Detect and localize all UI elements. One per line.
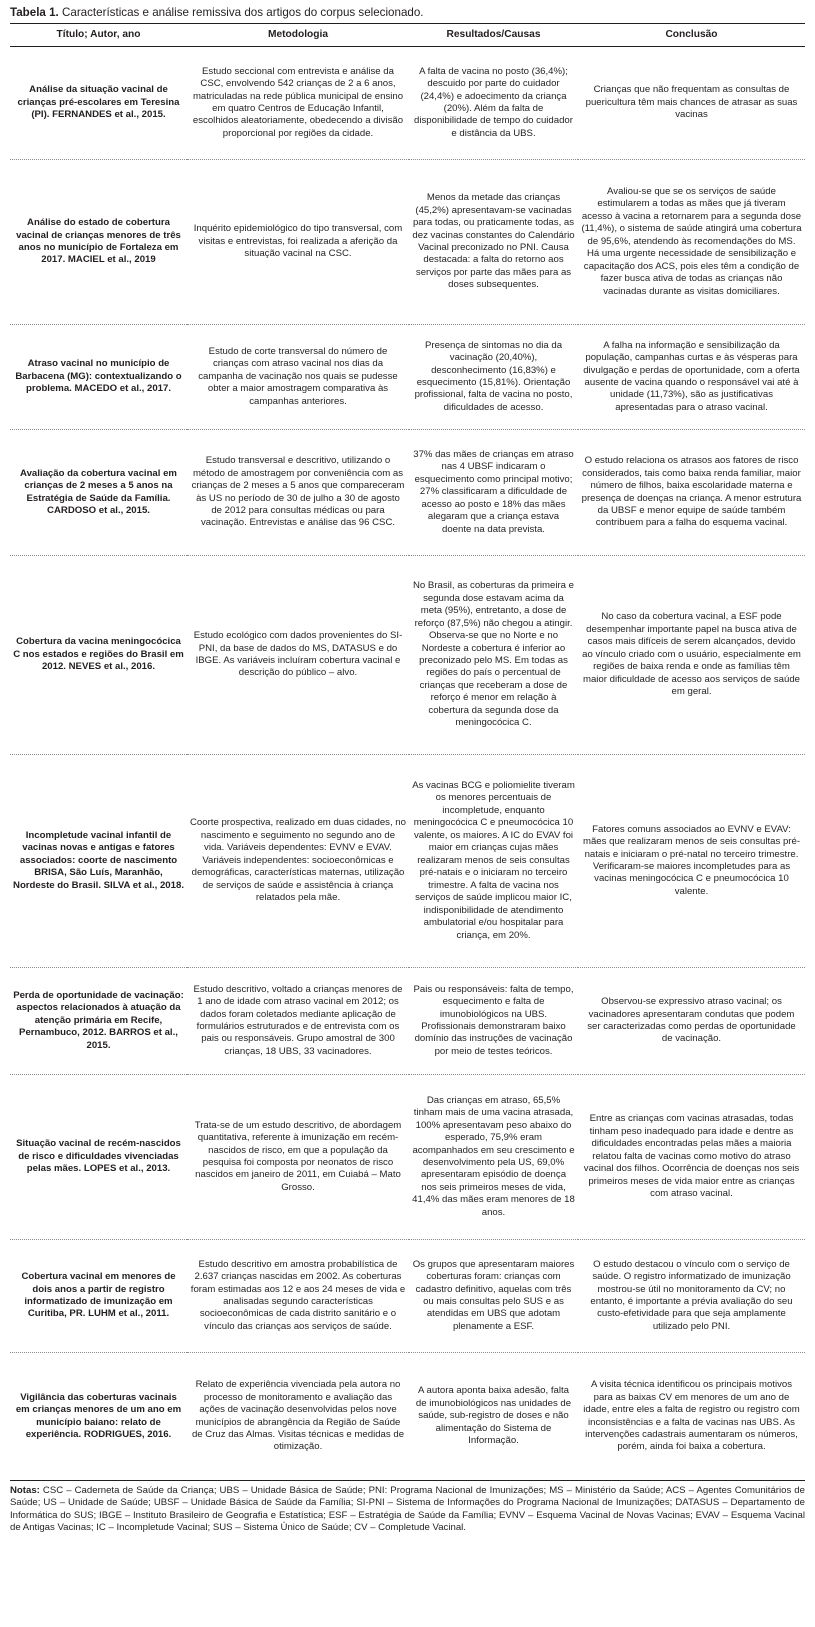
- cell-title: Atraso vacinal no município de Barbacena (MG): contextualizando o problema. MACEDO et al., 2017.: [10, 325, 187, 430]
- table-row: [10, 556, 805, 755]
- cell-conclusion: Fatores comuns associados ao EVNV e EVAV: mães que realizaram menos de seis consultas pré-natais e iniciaram o pré-natal no terceiro trimestre. Verificaram-se maiores incompletudes para as vacinas meningocócica C e pneumocócica 10 valente.: [578, 755, 805, 968]
- table-row: [10, 47, 805, 160]
- cell-title: Análise da situação vacinal de crianças pré-escolares em Teresina (PI). FERNANDES et al., 2015.: [10, 47, 187, 160]
- cell-results: Das crianças em atraso, 65,5% tinham mais de uma vacina atrasada, 100% apresentavam peso abaixo do esperado, 75,9% eram acompanhados em seu crescimento e desenvolvimento pela US, 69,0% apresentaram episódio de doença nos seis primeiros meses de vida, 41,4% das mães eram menores de 18 anos.: [409, 1075, 578, 1240]
- cell-title: Vigilância das coberturas vacinais em crianças menores de um ano em município baiano: relato de experiência. RODRIGUES, 2016.: [10, 1353, 187, 1481]
- cell-title: Cobertura da vacina meningocócica C nos estados e regiões do Brasil em 2012. NEVES et al., 2016.: [10, 556, 187, 755]
- cell-methodology: Estudo transversal e descritivo, utilizando o método de amostragem por conveniência com as crianças de 2 meses a 5 anos que compareceram às US no período de 30 de julho a 30 de agosto de 2012 para consultas médicas ou para vacinação. Entrevistas e análise das 96 CSC.: [187, 430, 409, 556]
- cell-conclusion: A visita técnica identificou os principais motivos para as baixas CV em menores de um ano de idade, entre eles a falta de registro ou registro com inconsistências e a falta de vacinas nas UBS. As intervenções cadastrais aumentaram os números, porém, ainda foi baixa a cobertura.: [578, 1353, 805, 1481]
- table-header-row: [10, 24, 805, 47]
- cell-conclusion: Avaliou-se que se os serviços de saúde estimularem a todas as mães que já tiveram acesso à vacina a retornarem para a segunda dose (11,4%), o sistema de saúde atingirá uma cobertura de 95,6%, atendendo às recomendações do MS. Há uma urgente necessidade de sensibilização e capacitação dos ACS, pois eles têm a condição de fazer busca ativa de todas as crianças não vacinadas durante as visitas domiciliares.: [578, 160, 805, 325]
- table-caption-label: Tabela 1.: [10, 6, 59, 19]
- cell-methodology: Relato de experiência vivenciada pela autora no processo de monitoramento e avaliação das ações de vacinação desenvolvidas pelos nove municípios de abrangência da Região de Saúde de Cruz das Almas. Visitas técnicas e medidas de otimização.: [187, 1353, 409, 1481]
- cell-methodology: Estudo de corte transversal do número de crianças com atraso vacinal nos dias da campanha de vacinação nos quais se pudesse obter a maior amostragem comparativa às campanhas anteriores.: [187, 325, 409, 430]
- table-row: [10, 968, 805, 1075]
- notes-label: Notas:: [10, 1485, 40, 1496]
- cell-results: Pais ou responsáveis: falta de tempo, esquecimento e falta de imunobiológicos na UBS. Profissionais demonstraram baixo domínio das instruções de vacinação por meio de testes teóricos.: [409, 968, 578, 1075]
- cell-results: 37% das mães de crianças em atraso nas 4 UBSF indicaram o esquecimento como principal motivo; 27% classificaram a dificuldade de acesso ao posto e 18% das mães alegaram que a criança estava doente na data prevista.: [409, 430, 578, 556]
- cell-title: Incompletude vacinal infantil de vacinas novas e antigas e fatores associados: coorte de nascimento BRISA, São Luís, Maranhão, Nordeste do Brasil. SILVA et al., 2018.: [10, 755, 187, 968]
- table-row: [10, 160, 805, 325]
- cell-conclusion: A falha na informação e sensibilização da população, campanhas curtas e às vésperas para divulgação e perdas de oportunidade, com a oferta ausente de vacina quando o responsável vai até à unidade (11,73%), são as justificativas apresentadas para o atraso vacinal.: [578, 325, 805, 430]
- cell-methodology: Trata-se de um estudo descritivo, de abordagem quantitativa, referente à imunização em recém-nascidos de risco, em que a população da pesquisa foi composta por neonatos de risco nascidos em janeiro de 2011, em Cuiabá – Mato Grosso.: [187, 1075, 409, 1240]
- cell-title: Perda de oportunidade de vacinação: aspectos relacionados à atuação da atenção primária em Recife, Pernambuco, 2012. BARROS et al., 2015.: [10, 968, 187, 1075]
- table-caption-text: Características e análise remissiva dos artigos do corpus selecionado.: [62, 6, 424, 19]
- cell-conclusion: Crianças que não frequentam as consultas de puericultura têm mais chances de atrasar as suas vacinas: [578, 47, 805, 160]
- cell-results: A falta de vacina no posto (36,4%); descuido por parte do cuidador (24,4%) e adoecimento da criança (20%). Além da falta de disponibilidade de tempo do cuidador e distância da UBS.: [409, 47, 578, 160]
- header-methodology: Metodologia: [187, 24, 409, 47]
- table-row: [10, 1353, 805, 1481]
- cell-title: Situação vacinal de recém-nascidos de risco e dificuldades vivenciadas pelas mães. LOPES et al., 2013.: [10, 1075, 187, 1240]
- cell-results: Os grupos que apresentaram maiores coberturas foram: crianças com cadastro definitivo, aquelas com três ou mais consultas pelo SUS e as atendidas em UBS que adotam plenamente a ESF.: [409, 1240, 578, 1353]
- cell-title: Cobertura vacinal em menores de dois anos a partir de registro informatizado de imunização em Curitiba, PR. LUHM et al., 2011.: [10, 1240, 187, 1353]
- cell-results: As vacinas BCG e poliomielite tiveram os menores percentuais de incompletude, enquanto meningocócica C e pneumocócica 10 valente, os maiores. A IC do EVAV foi maior em crianças cujas mães realizaram menos de seis consultas pré-natais e o iniciaram no terceiro trimestre. A falta de vacina nos serviços de saúde implicou maior IC, indisponibilidade de atendimento ambulatorial e/ou hospitalar para criança, em 20%.: [409, 755, 578, 968]
- cell-conclusion: No caso da cobertura vacinal, a ESF pode desempenhar importante papel na busca ativa de casos mais difíceis de serem alcançados, devido ao vínculo criado com o usuário, especialmente em regiões de baixa renda e onde as famílias têm maior dificuldade de acesso aos serviços de saúde em geral.: [578, 556, 805, 755]
- table-row: [10, 325, 805, 430]
- cell-methodology: Estudo ecológico com dados provenientes do SI-PNI, da base de dados do MS, DATASUS e do IBGE. As variáveis incluíram cobertura vacinal e descrição do público – alvo.: [187, 556, 409, 755]
- cell-results: Menos da metade das crianças (45,2%) apresentavam-se vacinadas para todas, ou praticamente todas, as dez vacinas constantes do Calendário Vacinal preconizado no PNI. Causa destacada: a falta do retorno aos serviços por parte das mães para as doses subsequentes.: [409, 160, 578, 325]
- cell-methodology: Estudo seccional com entrevista e análise da CSC, envolvendo 542 crianças de 2 a 6 anos, matriculadas na rede pública municipal de ensino em quatro Centros de Educação Infantil, escolhidos aleatoriamente, obedecendo a divisão proporcional por regiões da cidade.: [187, 47, 409, 160]
- header-conclusion: Conclusão: [578, 24, 805, 47]
- cell-conclusion: O estudo relaciona os atrasos aos fatores de risco considerados, tais como baixa renda familiar, maior número de filhos, baixa escolaridade materna e presença de doenças na criança. A menor estrutura da UBSF e menor equipe de saúde também contribuem para a falha do esquema vacinal.: [578, 430, 805, 556]
- cell-conclusion: Entre as crianças com vacinas atrasadas, todas tinham peso inadequado para idade e dentre as dificuldades encontradas pelas mães a maioria relatou falta de vacinas como motivo do atraso vacinal dos filhos. Ocorrência de doenças nos seis primeiros meses de vida maior entre as crianças com atraso vacinal.: [578, 1075, 805, 1240]
- table-row: [10, 1075, 805, 1240]
- header-results: Resultados/Causas: [409, 24, 578, 47]
- cell-conclusion: O estudo destacou o vínculo com o serviço de saúde. O registro informatizado de imunização mostrou-se útil no monitoramento da CV; no entanto, é importante a prévia avaliação do seu custo-efetividade para que seja amplamente utilizado pelo PNI.: [578, 1240, 805, 1353]
- cell-results: A autora aponta baixa adesão, falta de imunobiológicos nas unidades de saúde, sub-registro de doses e não alimentação do Sistema de Informação.: [409, 1353, 578, 1481]
- cell-methodology: Coorte prospectiva, realizado em duas cidades, no nascimento e seguimento no segundo ano de vida. Variáveis dependentes: EVNV e EVAV. Variáveis independentes: socioeconômicas e demográficas, características maternas, utilização de serviços de saúde e assistência à criança relatados pela mãe.: [187, 755, 409, 968]
- cell-methodology: Estudo descritivo em amostra probabilística de 2.637 crianças nascidas em 2002. As coberturas foram estimadas aos 12 e aos 24 meses de vida e analisadas segundo características socioeconômicas de cada distrito sanitário e o vínculo das crianças aos serviços de saúde.: [187, 1240, 409, 1353]
- cell-methodology: Estudo descritivo, voltado a crianças menores de 1 ano de idade com atraso vacinal em 2012; os dados foram coletados mediante aplicação de formulários estruturados e de entrevista com os pais ou responsáveis. Grupo amostral de 300 crianças, 18 UBS, 33 vacinadores.: [187, 968, 409, 1075]
- cell-methodology: Inquérito epidemiológico do tipo transversal, com visitas e entrevistas, foi realizada a aferição da situação vacinal na CSC.: [187, 160, 409, 325]
- table-row: [10, 1240, 805, 1353]
- table-row: [10, 430, 805, 556]
- notes-text: CSC – Caderneta de Saúde da Criança; UBS – Unidade Básica de Saúde; PNI: Programa Nacional de Imunizações; MS – Ministério da Saúde; ACS – Agentes Comunitários de Saúde; US – Unidade de Saúde; UBSF – Unidade Básica de Saúde da Família; SI-PNI – Sistema de Informações do Programa Nacional de Imunizações; DATASUS – Departamento de Informática do SUS; IBGE – Instituto Brasileiro de Geografia e Estatística; ESF – Estratégia de Saúde da Família; EVNV – Esquema Vacinal de Novas Vacinas; EVAV – Esquema Vacinal de Antigas Vacinas; IC – Incompletude Vacinal; SUS – Sistema Único de Saúde; CV – Completude Vacinal.: [10, 1485, 805, 1534]
- table-notes: [10, 1485, 805, 1535]
- articles-table: [10, 23, 805, 1481]
- header-title-author: Título; Autor, ano: [10, 24, 187, 47]
- table-row: [10, 755, 805, 968]
- cell-title: Avaliação da cobertura vacinal em crianças de 2 meses a 5 anos na Estratégia de Saúde da Família. CARDOSO et al., 2015.: [10, 430, 187, 556]
- cell-conclusion: Observou-se expressivo atraso vacinal; os vacinadores apresentaram condutas que podem ser caracterizadas como perdas de oportunidade de vacinação.: [578, 968, 805, 1075]
- cell-results: Presença de sintomas no dia da vacinação (20,40%), desconhecimento (16,83%) e esquecimento (15,81%). Orientação profissional, falta de vacina no posto, dificuldades de acesso.: [409, 325, 578, 430]
- cell-title: Análise do estado de cobertura vacinal de crianças menores de três anos no município de Fortaleza em 2017. MACIEL et al., 2019: [10, 160, 187, 325]
- cell-results: No Brasil, as coberturas da primeira e segunda dose estavam acima da meta (95%), entretanto, a dose de reforço (87,5%) não chegou a atingir. Observa-se que no Norte e no Nordeste a cobertura é inferior ao preconizado pelo MS. Em todas as regiões do país o percentual de crianças que receberam a dose de reforço é menor em relação à cobertura da segunda dose da meningocócica C.: [409, 556, 578, 755]
- table-caption: [10, 6, 805, 19]
